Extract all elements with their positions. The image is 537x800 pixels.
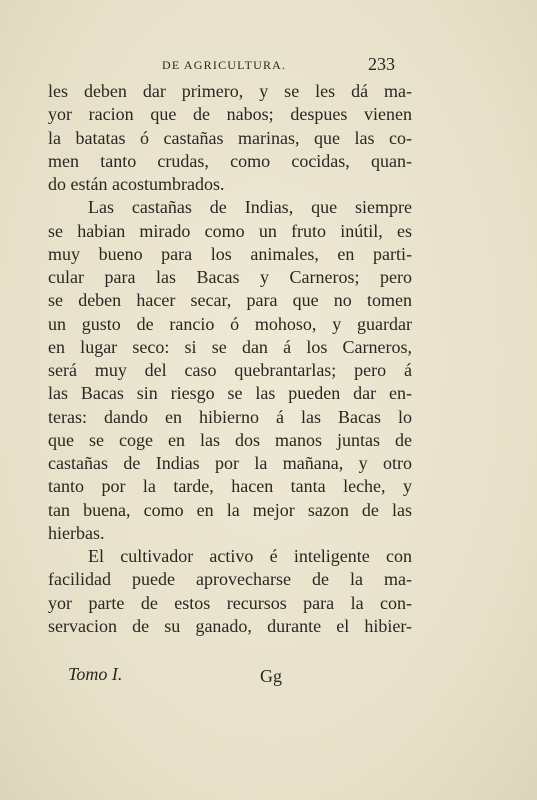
text-line: hierbas. (48, 522, 105, 543)
text-line: les deben dar primero, y se les dá ma- (48, 81, 412, 101)
running-head: DE AGRICULTURA. (162, 58, 287, 72)
gathering-signature: Gg (260, 666, 282, 686)
text-line: teras: dando en hibierno á las Bacas lo (48, 406, 412, 427)
text-line: cular para las Bacas y Carneros; pero (48, 267, 412, 287)
text-line: un gusto de rancio ó mohoso, y guardar (48, 313, 412, 334)
text-line: será muy del caso quebrantarlas; pero á (48, 360, 412, 380)
text-line: do están acostumbrados. (48, 174, 225, 194)
text-line: yor racion que de nabos; despues vienen (48, 104, 412, 125)
text-line: men tanto crudas, como cocidas, quan- (48, 150, 412, 171)
text-line: servacion de su ganado, durante el hibier- (48, 615, 412, 636)
text-line: se deben hacer secar, para que no tomen (48, 290, 412, 311)
text-line: tan buena, como en la mejor sazon de las (48, 499, 412, 520)
text-line: facilidad puede aprovecharse de la ma- (48, 569, 412, 590)
text-line: yor parte de estos recursos para la con- (48, 592, 412, 613)
text-line: Las castañas de Indias, que siempre (88, 197, 412, 218)
page-header (48, 56, 408, 78)
text-line: tanto por la tarde, hacen tanta leche, y (48, 476, 412, 497)
text-line: que se coge en las dos manos juntas de (48, 429, 412, 450)
text-line: castañas de Indias por la mañana, y otro (48, 453, 412, 473)
text-line: las Bacas sin riesgo se las pueden dar en- (48, 383, 412, 404)
text-line: en lugar seco: si se dan á los Carneros, (48, 336, 412, 357)
body-text (48, 80, 412, 638)
text-line: la batatas ó castañas marinas, que las co- (48, 127, 412, 148)
page-number: 233 (368, 54, 395, 74)
text-line: El cultivador activo é inteligente con (88, 546, 412, 566)
text-line: muy bueno para los animales, en parti- (48, 243, 412, 264)
text-line: se habian mirado como un fruto inútil, es (48, 220, 412, 241)
volume-signature: Tomo I. (68, 664, 123, 684)
page-footer (48, 664, 412, 690)
